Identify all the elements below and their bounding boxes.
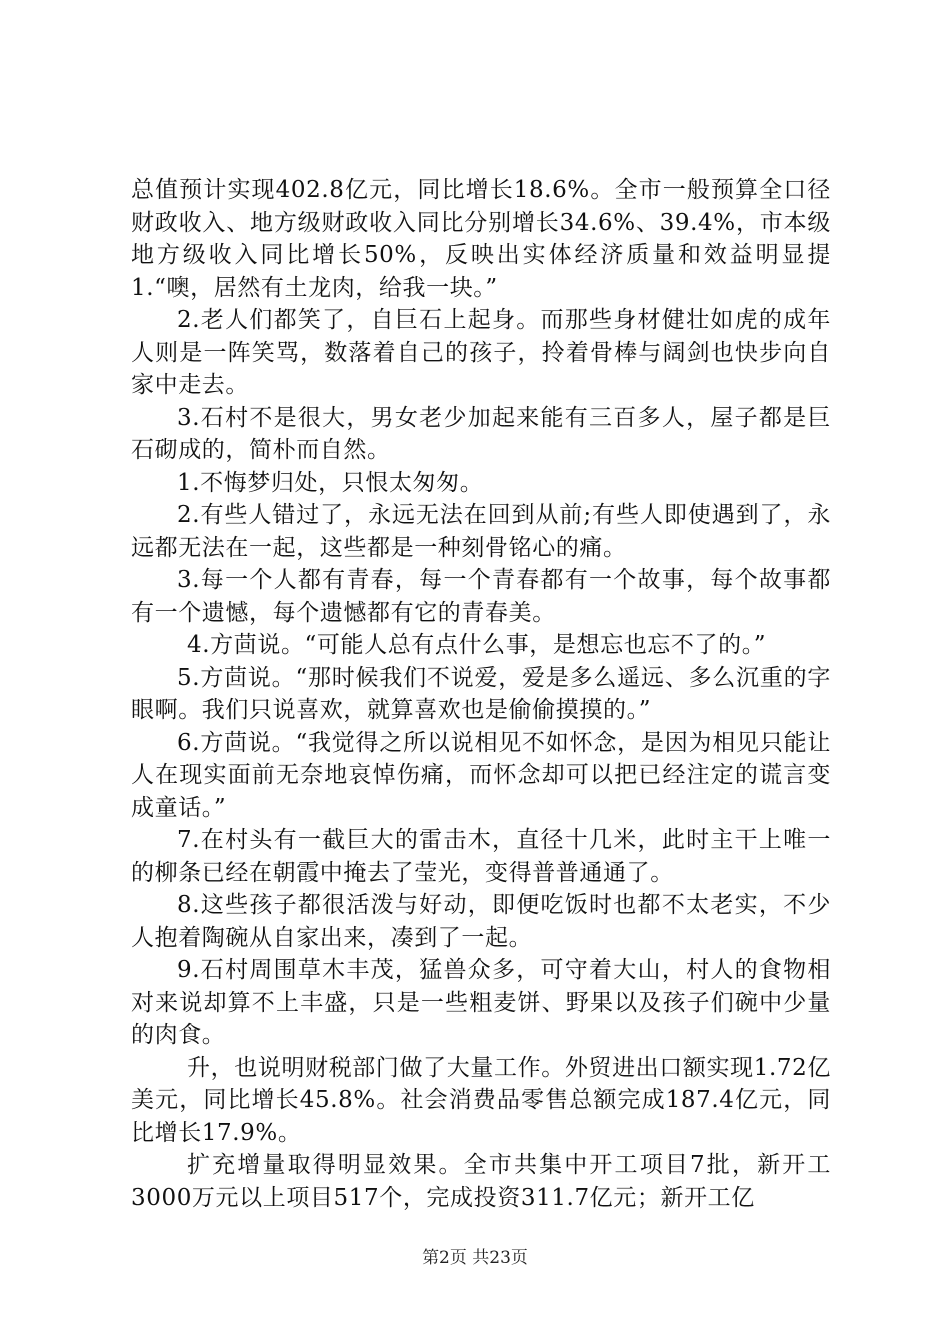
paragraph-9: 6.方茴说。“我觉得之所以说相见不如怀念，是因为相见只能让人在现实面前无奈地哀悼伤痛，而怀念却可以把已经注定的谎言变成童话。”: [131, 729, 831, 821]
paragraph-2: 2.老人们都笑了，自巨石上起身。而那些身材健壮如虎的成年人则是一阵笑骂，数落着自己的孩子，拎着骨棒与阔剑也快步向自家中走去。: [131, 307, 831, 398]
paragraph-1: 总值预计实现402.8亿元，同比增长18.6%。全市一般预算全口径财政收入、地方级财政收入同比分别增长34.6%、39.4%，市本级地方级收入同比增长50%，反映出实体经济质量和效益明显提1.“噢，居然有土龙肉，给我一块。”: [131, 177, 831, 301]
paragraph-7: 4.方茴说。“可能人总有点什么事，是想忘也忘不了的。”: [187, 632, 767, 658]
paragraph-10: 7.在村头有一截巨大的雷击木，直径十几米，此时主干上唯一的柳条已经在朝霞中掩去了莹光，变得普普通通了。: [131, 827, 831, 886]
paragraph-6: 3.每一个人都有青春，每一个青春都有一个故事，每个故事都有一个遗憾，每个遗憾都有它的青春美。: [131, 567, 831, 626]
paragraph-3: 3.石村不是很大，男女老少加起来能有三百多人，屋子都是巨石砌成的，简朴而自然。: [131, 404, 831, 463]
paragraph-4: 1.不悔梦归处，只恨太匆匆。: [177, 469, 484, 496]
paragraph-5: 2.有些人错过了，永远无法在回到从前;有些人即使遇到了，永远都无法在一起，这些都是一种刻骨铭心的痛。: [131, 502, 831, 561]
paragraph-11: 8.这些孩子都很活泼与好动，即便吃饭时也都不太老实，不少人抱着陶碗从自家出来，凑到了一起。: [131, 892, 831, 951]
page-footer: [0, 1243, 950, 1268]
document-body: [131, 174, 831, 1214]
paragraph-12: 9.石村周围草木丰茂，猛兽众多，可守着大山，村人的食物相对来说却算不上丰盛，只是一些粗麦饼、野果以及孩子们碗中少量的肉食。: [131, 957, 831, 1048]
page-number: 第2页 共23页: [422, 1248, 528, 1268]
paragraph-14: 扩充增量取得明显效果。全市共集中开工项目7批，新开工3000万元以上项目517个，完成投资311.7亿元；新开工亿: [131, 1152, 831, 1211]
paragraph-13: 升，也说明财税部门做了大量工作。外贸进出口额实现1.72亿美元，同比增长45.8%。社会消费品零售总额完成187.4亿元，同比增长17.9%。: [131, 1054, 831, 1146]
paragraph-8: 5.方茴说。“那时候我们不说爱，爱是多么遥远、多么沉重的字眼啊。我们只说喜欢，就算喜欢也是偷偷摸摸的。”: [131, 664, 831, 723]
